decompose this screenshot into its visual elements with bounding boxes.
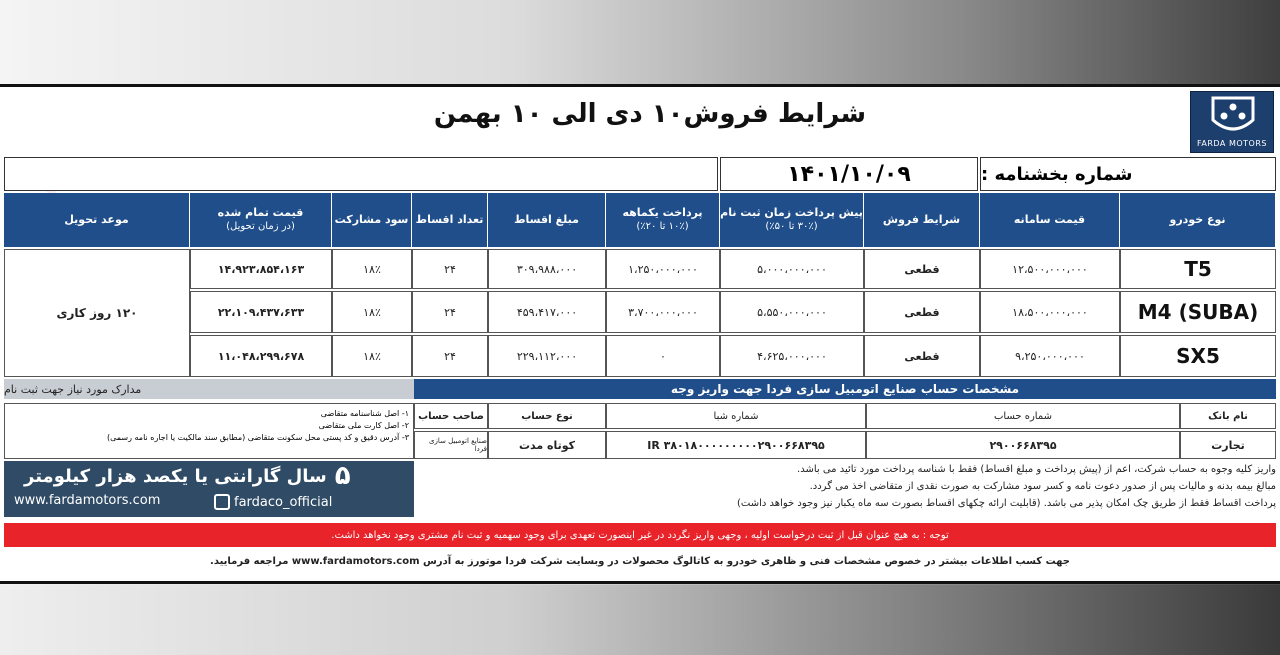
row-installment: ۲۲۹،۱۱۲،۰۰۰ <box>488 335 606 377</box>
sheba-label: شماره شبا <box>606 403 866 429</box>
row-lump: ۰ <box>606 335 720 377</box>
row-profit: ۱۸٪ <box>332 249 412 289</box>
header-lump <box>606 193 720 247</box>
instagram-icon <box>214 494 230 510</box>
type-label: نوع حساب <box>488 403 606 429</box>
header-final-note: (در زمان تحویل) <box>226 221 295 232</box>
top-background <box>0 0 1280 84</box>
instagram-link[interactable] <box>214 493 404 511</box>
docs-list <box>4 403 414 459</box>
price-sheet <box>0 84 1280 584</box>
delivery-cell: ۱۲۰ روز کاری <box>4 249 190 377</box>
sheba-number: IR ۳۸۰۱۸۰۰۰۰۰۰۰۰۰۲۹۰۰۶۶۸۳۹۵ <box>606 431 866 459</box>
row-model: T5 <box>1120 249 1276 289</box>
header-installment-count: تعداد اقساط <box>412 193 488 247</box>
row-system-price: ۱۸،۵۰۰،۰۰۰،۰۰۰ <box>980 291 1120 333</box>
warning-banner: توجه : به هیچ عنوان قبل از ثبت درخواست اولیه ، وجهی واریز نگردد در غیر اینصورت تعهدی برای وجود سهمیه و ثبت نام مشتری وجود نخواهد داشت. <box>4 523 1276 547</box>
instagram-handle: fardaco_official <box>234 494 333 510</box>
footer-note: جهت کسب اطلاعات بیشتر در خصوص مشخصات فنی و ظاهری خودرو به کاتالوگ محصولات در وبسایت شرکت فردا موتورز به آدرس www.fardamotors.com مراجعه فرمایید. <box>210 556 1070 567</box>
row-lump: ۳،۷۰۰،۰۰۰،۰۰۰ <box>606 291 720 333</box>
row-prepayment: ۵،۰۰۰،۰۰۰،۰۰۰ <box>720 249 864 289</box>
bank-header: مشخصات حساب صنایع اتومبیل سازی فردا جهت واریز وجه <box>414 379 1276 399</box>
row-system-price: ۹،۲۵۰،۰۰۰،۰۰۰ <box>980 335 1120 377</box>
row-final: ۱۴،۹۲۳،۸۵۴،۱۶۳ <box>190 249 332 289</box>
row-installment: ۴۵۹،۴۱۷،۰۰۰ <box>488 291 606 333</box>
bank-name: تجارت <box>1180 431 1276 459</box>
docs-item: ۳- آدرس دقیق و کد پستی محل سکونت متقاضی (مطابق سند مالکیت یا اجاره نامه رسمی) <box>106 433 409 442</box>
header-system-price: قیمت سامانه <box>980 193 1120 247</box>
notes-block <box>420 461 1276 521</box>
warranty-number: ۵ <box>334 461 351 491</box>
header-model: نوع خودرو <box>1120 193 1276 247</box>
row-terms: قطعی <box>864 335 980 377</box>
header-final-price <box>190 193 332 247</box>
row-count: ۲۴ <box>412 249 488 289</box>
docs-item: ۲- اصل کارت ملی متقاضی <box>318 421 409 430</box>
row-count: ۲۴ <box>412 291 488 333</box>
warranty-banner <box>4 461 414 517</box>
row-count: ۲۴ <box>412 335 488 377</box>
docs-item: ۱- اصل شناسنامه متقاضی <box>320 409 409 418</box>
circular-number: ۱۴۰۱/۱۰/۰۹ <box>720 157 978 191</box>
bottom-background <box>0 585 1280 655</box>
note-item: پرداخت اقساط فقط از طریق چک امکان پذیر می باشد. (قابلیت ارائه چکهای اقساط بصورت سه ماه یکبار نیز وجود خواهد داشت) <box>737 498 1276 509</box>
header-prepayment-title: پیش پرداخت زمان ثبت نام <box>720 206 863 219</box>
note-item: مبالغ بیمه بدنه و مالیات پس از صدور دعوت نامه و کسر سود مشارکت به صورت نقدی از متقاضی اخذ می گردد. <box>809 481 1276 492</box>
row-system-price: ۱۲،۵۰۰،۰۰۰،۰۰۰ <box>980 249 1120 289</box>
header-sale-terms: شرایط فروش <box>864 193 980 247</box>
bank-name-label: نام بانک <box>1180 403 1276 429</box>
account-number: ۲۹۰۰۶۶۸۳۹۵ <box>866 431 1180 459</box>
header-lump-title: پرداخت یکماهه <box>622 206 703 219</box>
header-prepayment <box>720 193 864 247</box>
header-delivery: موعد تحویل <box>4 193 190 247</box>
warranty-text: سال گارانتی یا یکصد هزار کیلومتر <box>24 465 327 487</box>
row-model: SX5 <box>1120 335 1276 377</box>
row-installment: ۳۰۹،۹۸۸،۰۰۰ <box>488 249 606 289</box>
header-prepayment-note: (۳۰٪ تا ۵۰٪) <box>765 221 818 232</box>
star-shield-icon <box>1191 92 1275 142</box>
note-item: واریز کلیه وجوه به حساب شرکت، اعم از (پیش پرداخت و مبلغ اقساط) فقط با شناسه پرداخت مورد تائید می باشد. <box>797 464 1276 475</box>
row-profit: ۱۸٪ <box>332 291 412 333</box>
owner-label: صاحب حساب <box>414 403 488 429</box>
row-model: M4 (SUBA) <box>1120 291 1276 333</box>
header-final-title: قیمت تمام شده <box>217 206 304 219</box>
header-profit: سود مشارکت <box>332 193 412 247</box>
docs-header: مدارک مورد نیاز جهت ثبت نام <box>4 379 414 399</box>
header-lump-note: (۱۰٪ تا ۲۰٪) <box>636 221 689 232</box>
header-installment: مبلغ اقساط <box>488 193 606 247</box>
row-prepayment: ۵،۵۵۰،۰۰۰،۰۰۰ <box>720 291 864 333</box>
circular-empty <box>4 157 718 191</box>
row-terms: قطعی <box>864 249 980 289</box>
row-terms: قطعی <box>864 291 980 333</box>
page-title: شرایط فروش۱۰ دی الی ۱۰ بهمن <box>433 99 867 129</box>
account-type: کوتاه مدت <box>488 431 606 459</box>
account-owner: صنایع اتومبیل سازی فردا <box>414 431 488 459</box>
circular-label-text: شماره بخشنامه : <box>981 163 1133 185</box>
logo-text: FARDA MOTORS <box>1197 139 1267 148</box>
row-final: ۱۱،۰۴۸،۲۹۹،۶۷۸ <box>190 335 332 377</box>
row-lump: ۱،۲۵۰،۰۰۰،۰۰۰ <box>606 249 720 289</box>
row-final: ۲۲،۱۰۹،۴۳۷،۶۳۳ <box>190 291 332 333</box>
circular-label <box>980 157 1276 191</box>
website-link[interactable]: www.fardamotors.com <box>14 493 161 508</box>
row-prepayment: ۴،۶۲۵،۰۰۰،۰۰۰ <box>720 335 864 377</box>
account-label: شماره حساب <box>866 403 1180 429</box>
warranty-line <box>24 463 404 489</box>
row-profit: ۱۸٪ <box>332 335 412 377</box>
